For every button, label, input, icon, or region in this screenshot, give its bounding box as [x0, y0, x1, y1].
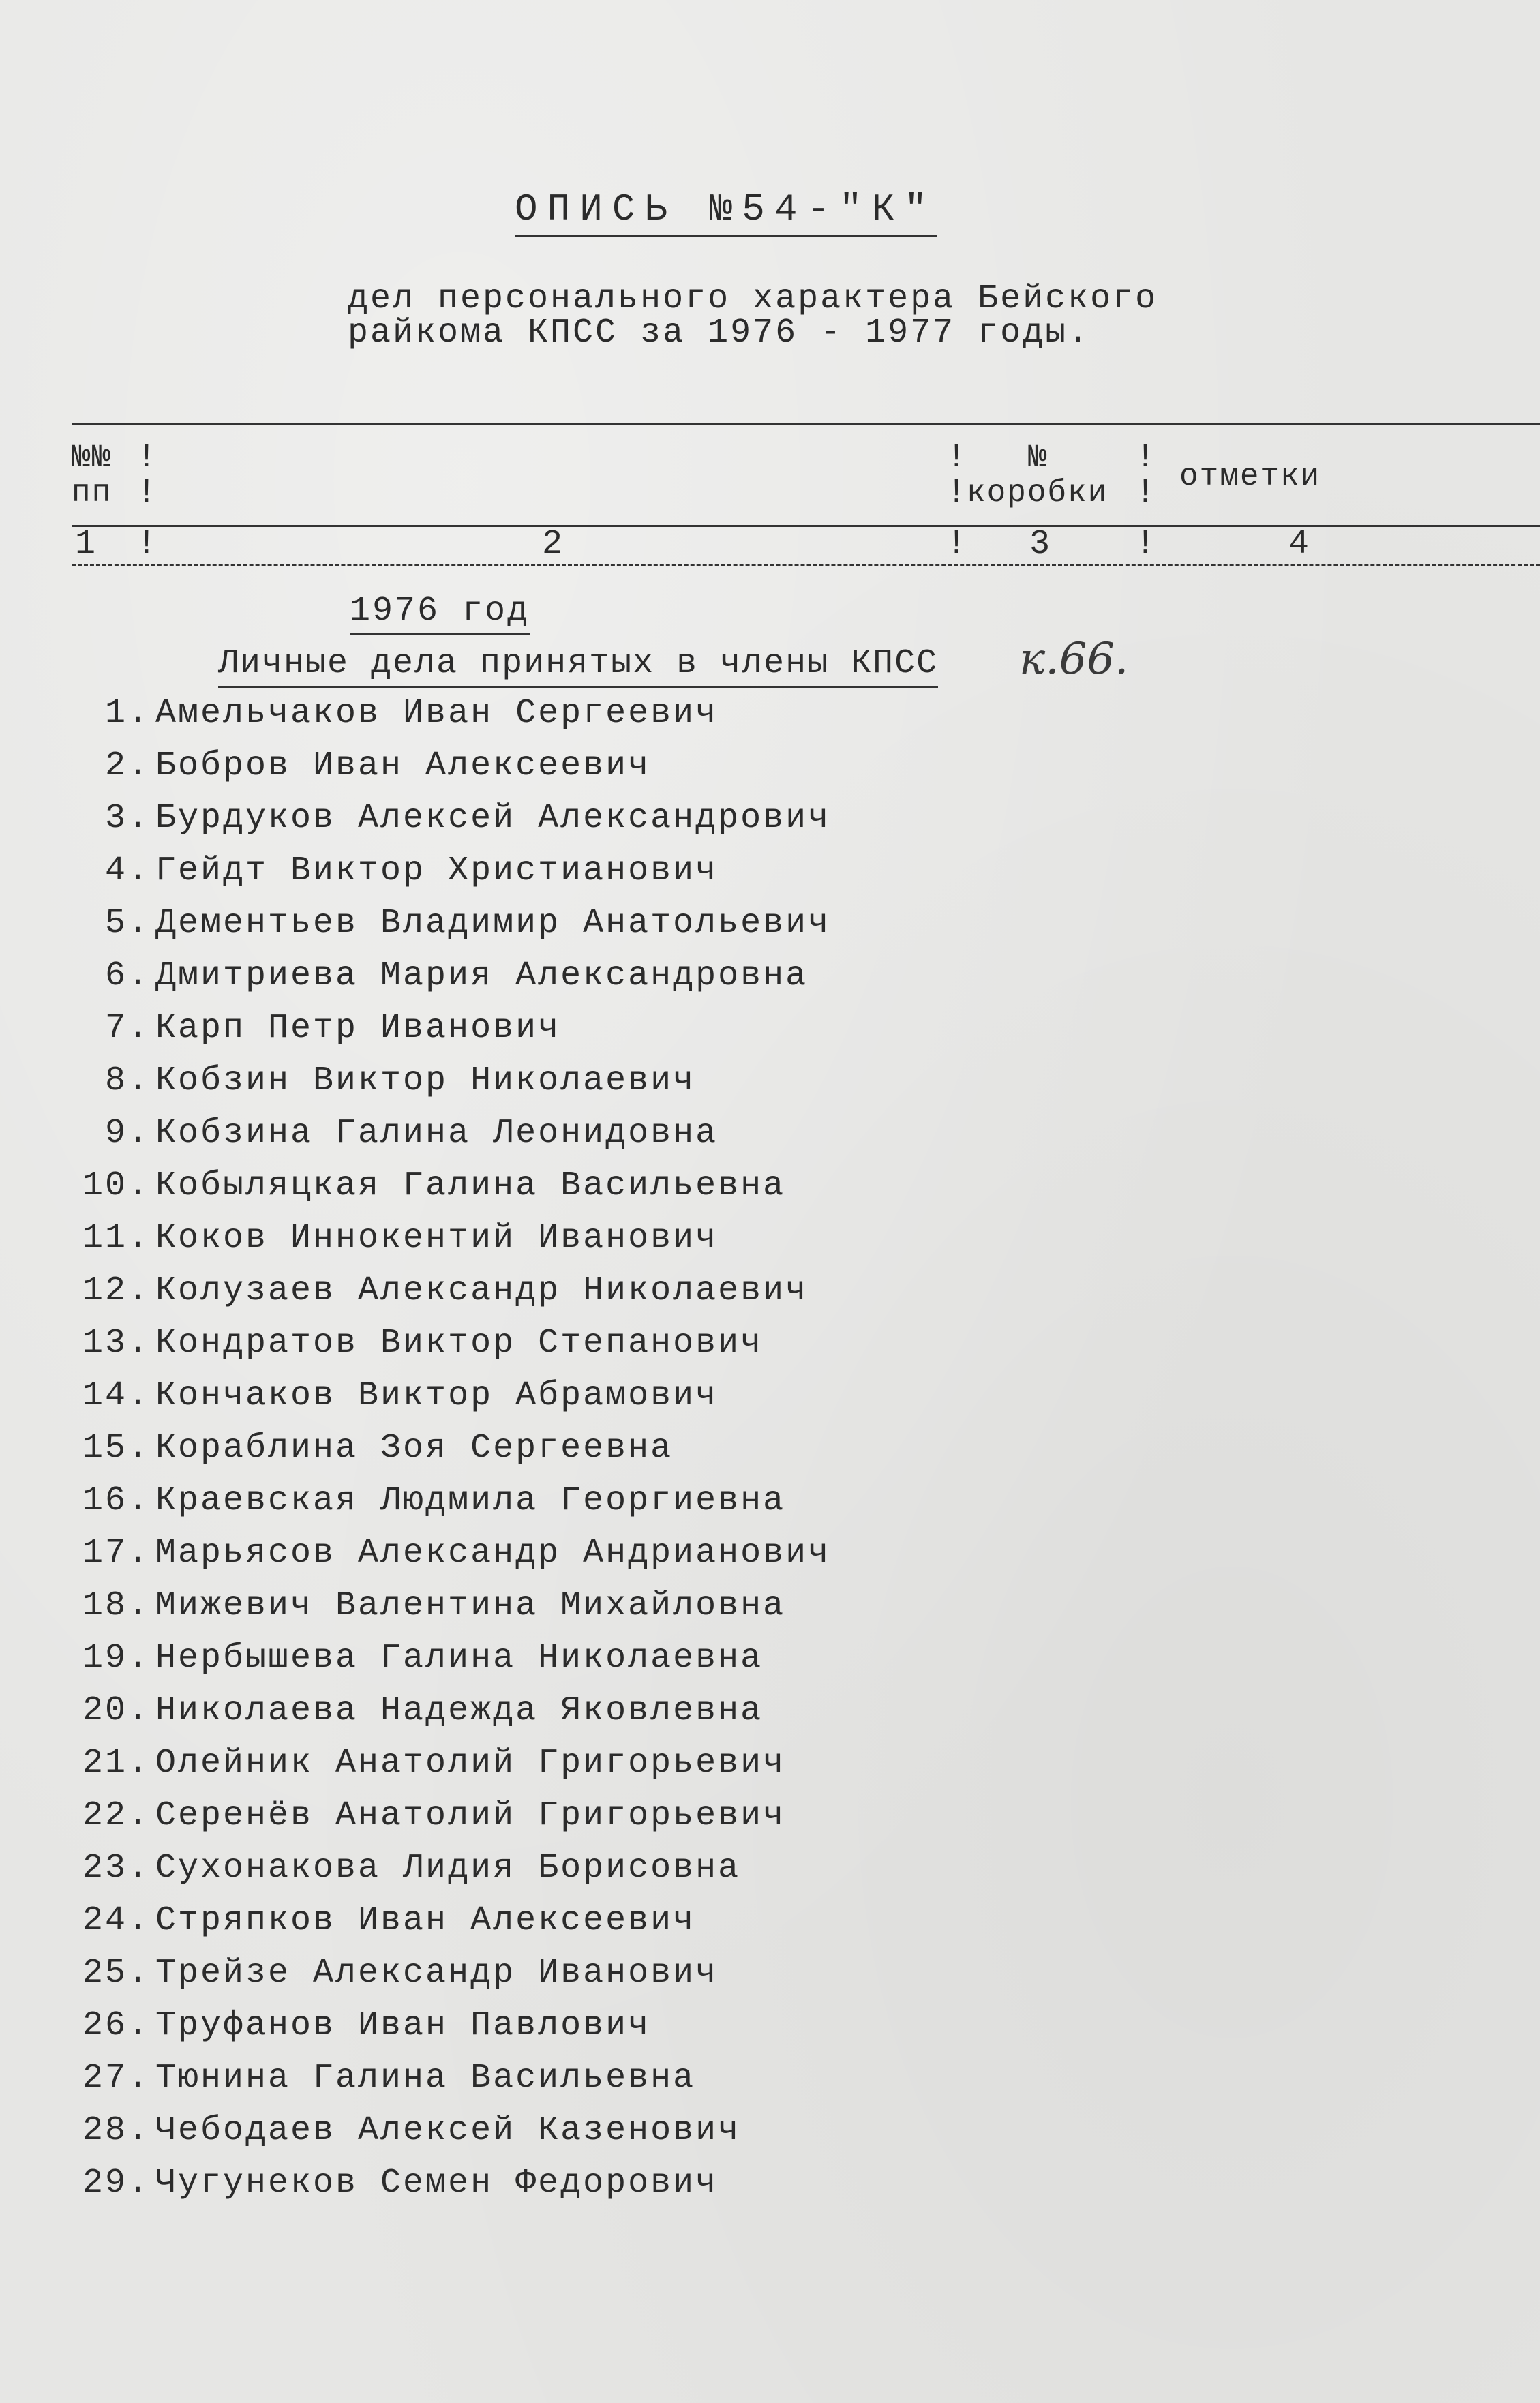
header-col3-line1: № — [1028, 440, 1048, 475]
entry-number: 23. — [82, 1849, 150, 1888]
entry-number: 29. — [82, 2164, 150, 2203]
entry-number: 11. — [82, 1219, 150, 1258]
table-header-rule — [72, 525, 1540, 527]
list-item — [0, 1744, 954, 1796]
entry-number: 20. — [82, 1691, 150, 1730]
entry-number: 28. — [82, 2111, 150, 2150]
entry-name: Стряпков Иван Алексеевич — [155, 1901, 696, 1940]
list-item — [0, 1271, 954, 1324]
list-item — [0, 1586, 954, 1639]
entry-number: 25. — [82, 1954, 150, 1993]
entry-name: Коков Иннокентий Иванович — [155, 1219, 719, 1258]
header-separator: ! — [136, 474, 157, 513]
list-item — [0, 1219, 954, 1271]
entry-name: Карп Петр Иванович — [155, 1009, 561, 1048]
column-number-2: 2 — [542, 525, 563, 564]
document-subtitle-line-1: дел персонального характера Бейского — [348, 279, 1158, 318]
list-item — [0, 904, 954, 956]
entry-name: Николаева Надежда Яковлевна — [155, 1691, 764, 1730]
header-col1-line1: №№ — [72, 440, 112, 475]
entry-name: Труфанов Иван Павлович — [155, 2006, 651, 2045]
list-item — [0, 851, 954, 904]
column-number-1: 1 — [75, 525, 96, 564]
list-item — [0, 1114, 954, 1166]
header-separator: ! — [1135, 438, 1156, 477]
header-separator: ! — [946, 525, 967, 564]
list-item — [0, 1796, 954, 1849]
list-item — [0, 746, 954, 799]
list-item — [0, 1009, 954, 1061]
header-separator: ! — [1135, 525, 1156, 564]
document-title: ОПИСЬ №54-"К" — [515, 187, 937, 237]
table-column-number-rule — [72, 564, 1540, 566]
column-number-3: 3 — [1029, 525, 1051, 564]
header-col3-line2: коробки — [967, 475, 1108, 511]
entry-number: 21. — [82, 1744, 150, 1783]
column-number-4: 4 — [1288, 525, 1310, 564]
entry-name: Амельчаков Иван Сергеевич — [155, 694, 719, 733]
entry-number: 3. — [104, 799, 150, 838]
entry-name: Колузаев Александр Николаевич — [155, 1271, 809, 1310]
list-item — [0, 1061, 954, 1114]
table-top-rule — [72, 423, 1540, 425]
header-separator: ! — [946, 438, 967, 477]
entry-number: 26. — [82, 2006, 150, 2045]
entry-number: 27. — [82, 2059, 150, 2098]
header-col1-line2: пп — [72, 475, 112, 511]
entry-name: Кончаков Виктор Абрамович — [155, 1376, 719, 1415]
entry-name: Чебодаев Алексей Казенович — [155, 2111, 741, 2150]
entry-name: Краевская Людмила Георгиевна — [155, 1481, 786, 1520]
list-item — [0, 2111, 954, 2164]
entry-number: 5. — [104, 904, 150, 943]
entry-name: Кораблина Зоя Сергеевна — [155, 1429, 674, 1468]
list-item — [0, 1691, 954, 1744]
entry-number: 8. — [104, 1061, 150, 1100]
list-item — [0, 1639, 954, 1691]
entry-name: Дементьев Владимир Анатольевич — [155, 904, 831, 943]
list-item — [0, 1534, 954, 1586]
entry-name: Бурдуков Алексей Александрович — [155, 799, 831, 838]
entry-number: 7. — [104, 1009, 150, 1048]
entry-number: 18. — [82, 1586, 150, 1625]
entry-number: 19. — [82, 1639, 150, 1678]
list-item — [0, 2164, 954, 2216]
entry-name: Кобыляцкая Галина Васильевна — [155, 1166, 786, 1205]
list-item — [0, 1324, 954, 1376]
entry-name: Трейзе Александр Иванович — [155, 1954, 719, 1993]
entry-name: Дмитриева Мария Александровна — [155, 956, 809, 995]
header-separator: ! — [946, 474, 967, 513]
entry-name: Гейдт Виктор Христианович — [155, 851, 719, 890]
entry-name: Тюнина Галина Васильевна — [155, 2059, 696, 2098]
document-subtitle-line-2: райкома КПСС за 1976 - 1977 годы. — [348, 314, 1091, 352]
entry-name: Серенёв Анатолий Григорьевич — [155, 1796, 786, 1835]
entry-number: 17. — [82, 1534, 150, 1573]
entry-number: 4. — [104, 851, 150, 890]
list-item — [0, 2006, 954, 2059]
entry-name: Кондратов Виктор Степанович — [155, 1324, 764, 1363]
entry-number: 1. — [104, 694, 150, 733]
list-item — [0, 956, 954, 1009]
entry-number: 22. — [82, 1796, 150, 1835]
entry-number: 16. — [82, 1481, 150, 1520]
header-col4: отметки — [1179, 459, 1321, 494]
entry-number: 9. — [104, 1114, 150, 1153]
header-separator: ! — [136, 438, 157, 477]
entry-name: Марьясов Александр Андрианович — [155, 1534, 831, 1573]
entry-number: 15. — [82, 1429, 150, 1468]
entry-name: Чугунеков Семен Федорович — [155, 2164, 719, 2203]
list-item — [0, 1429, 954, 1481]
list-item — [0, 1376, 954, 1429]
entry-number: 2. — [104, 746, 150, 785]
entry-name: Мижевич Валентина Михайловна — [155, 1586, 786, 1625]
entry-number: 12. — [82, 1271, 150, 1310]
list-item — [0, 1481, 954, 1534]
entry-number: 10. — [82, 1166, 150, 1205]
year-heading: 1976 год — [350, 592, 530, 635]
entry-name: Олейник Анатолий Григорьевич — [155, 1744, 786, 1783]
entry-name: Кобзин Виктор Николаевич — [155, 1061, 696, 1100]
entry-name: Кобзина Галина Леонидовна — [155, 1114, 719, 1153]
entry-number: 6. — [104, 956, 150, 995]
list-item — [0, 1166, 954, 1219]
entry-name: Бобров Иван Алексеевич — [155, 746, 651, 785]
entry-name: Сухонакова Лидия Борисовна — [155, 1849, 741, 1888]
header-separator: ! — [1135, 474, 1156, 513]
list-item — [0, 2059, 954, 2111]
entry-name: Нербышева Галина Николаевна — [155, 1639, 764, 1678]
handwritten-box-note: к.66. — [1019, 634, 1129, 684]
list-item — [0, 1901, 954, 1954]
entry-number: 13. — [82, 1324, 150, 1363]
list-item — [0, 1849, 954, 1901]
entry-number: 14. — [82, 1376, 150, 1415]
entry-number: 24. — [82, 1901, 150, 1940]
section-title: Личные дела принятых в члены КПСС — [218, 644, 938, 688]
list-item — [0, 1954, 954, 2006]
list-item — [0, 694, 954, 746]
header-separator: ! — [136, 525, 157, 564]
list-item — [0, 799, 954, 851]
